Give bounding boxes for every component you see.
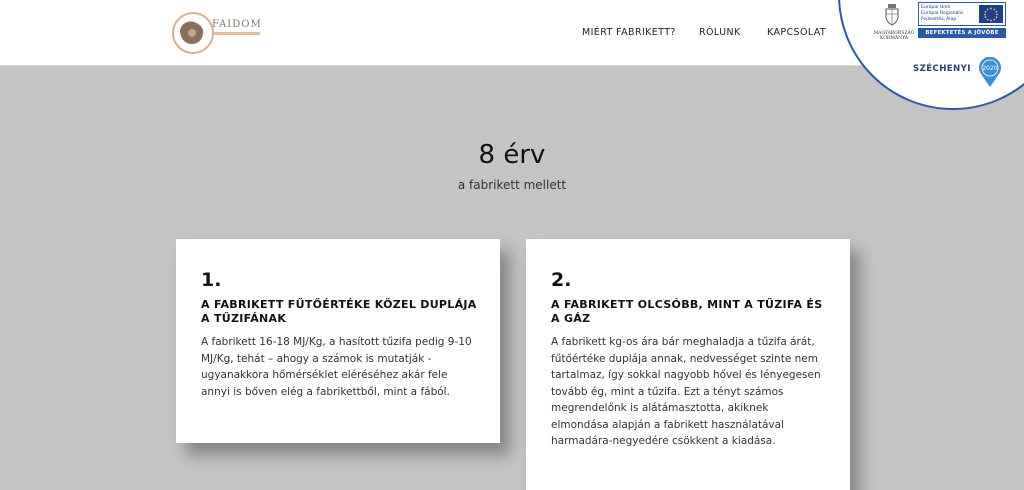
eu-text-line-2: Európai Regionális <box>921 11 964 16</box>
szechenyi-2020-pin-icon <box>978 57 1002 88</box>
szechenyi-badge-content <box>0 0 1024 130</box>
eu-text-line-1: Európai Unió <box>921 5 951 10</box>
card-body: A fabrikett 16-18 MJ/Kg, a hasított tűzifa pedig 9-10 MJ/Kg, tehát – ahogy a számok is mutatják - ugyanakkora hőmérséklet eléréséhez akár fele annyi is bőven elég a fabrikettből, mint a fából. <box>201 336 472 398</box>
szechenyi-year: 2020 <box>982 65 998 72</box>
eu-text-line-3: Fejlesztési Alap <box>921 17 957 22</box>
nav-item-kapcsolat[interactable]: KAPCSOLAT <box>767 27 827 38</box>
card-title: A FABRIKETT OLCSÓBB, MINT A TŰZIFA ÉS A GÁZ <box>551 298 823 325</box>
argument-card-2 <box>526 239 850 490</box>
gov-text: MAGYARORSZÁG KORMÁNYA <box>873 31 915 41</box>
szechenyi-text: SZÉCHENYI <box>913 64 971 74</box>
nav-item-rolunk[interactable]: RÓLUNK <box>699 27 741 38</box>
hungarian-crest-icon <box>883 3 901 27</box>
card-title: A FABRIKETT FŰTŐÉRTÉKE KÖZEL DUPLÁJA A TŰZIFÁNAK <box>201 298 477 325</box>
card-number: 2. <box>551 269 572 291</box>
card-body: A fabrikett kg-os ára bár meghaladja a tűzifa árát, fűtőértéke duplája annak, nedvességet szinte nem tartalmaz, így sokkal nagyobb hővel és lényegesen tovább ég, mint a tűzifa. Ezt a tényt számos megrendelőnk is alátámasztotta, akiknek elmondása alapján a fabrikett használatával harmadára-negyedére csökkent a kiadása. <box>551 336 821 447</box>
page-title: 8 érv <box>478 140 546 170</box>
argument-card-1 <box>176 239 500 443</box>
eu-flag-icon <box>979 5 1003 23</box>
nav-item-miert-fabrikett[interactable]: MIÉRT FABRIKETT? <box>582 27 676 38</box>
eu-logo-box <box>918 2 1006 26</box>
card-number: 1. <box>201 269 222 291</box>
eu-text <box>921 5 977 23</box>
eu-investment-bar: BEFEKTETÉS A JÖVŐBE <box>918 28 1006 38</box>
logo-text: FAIDOM <box>212 19 262 30</box>
page-subtitle: a fabrikett mellett <box>457 178 567 192</box>
